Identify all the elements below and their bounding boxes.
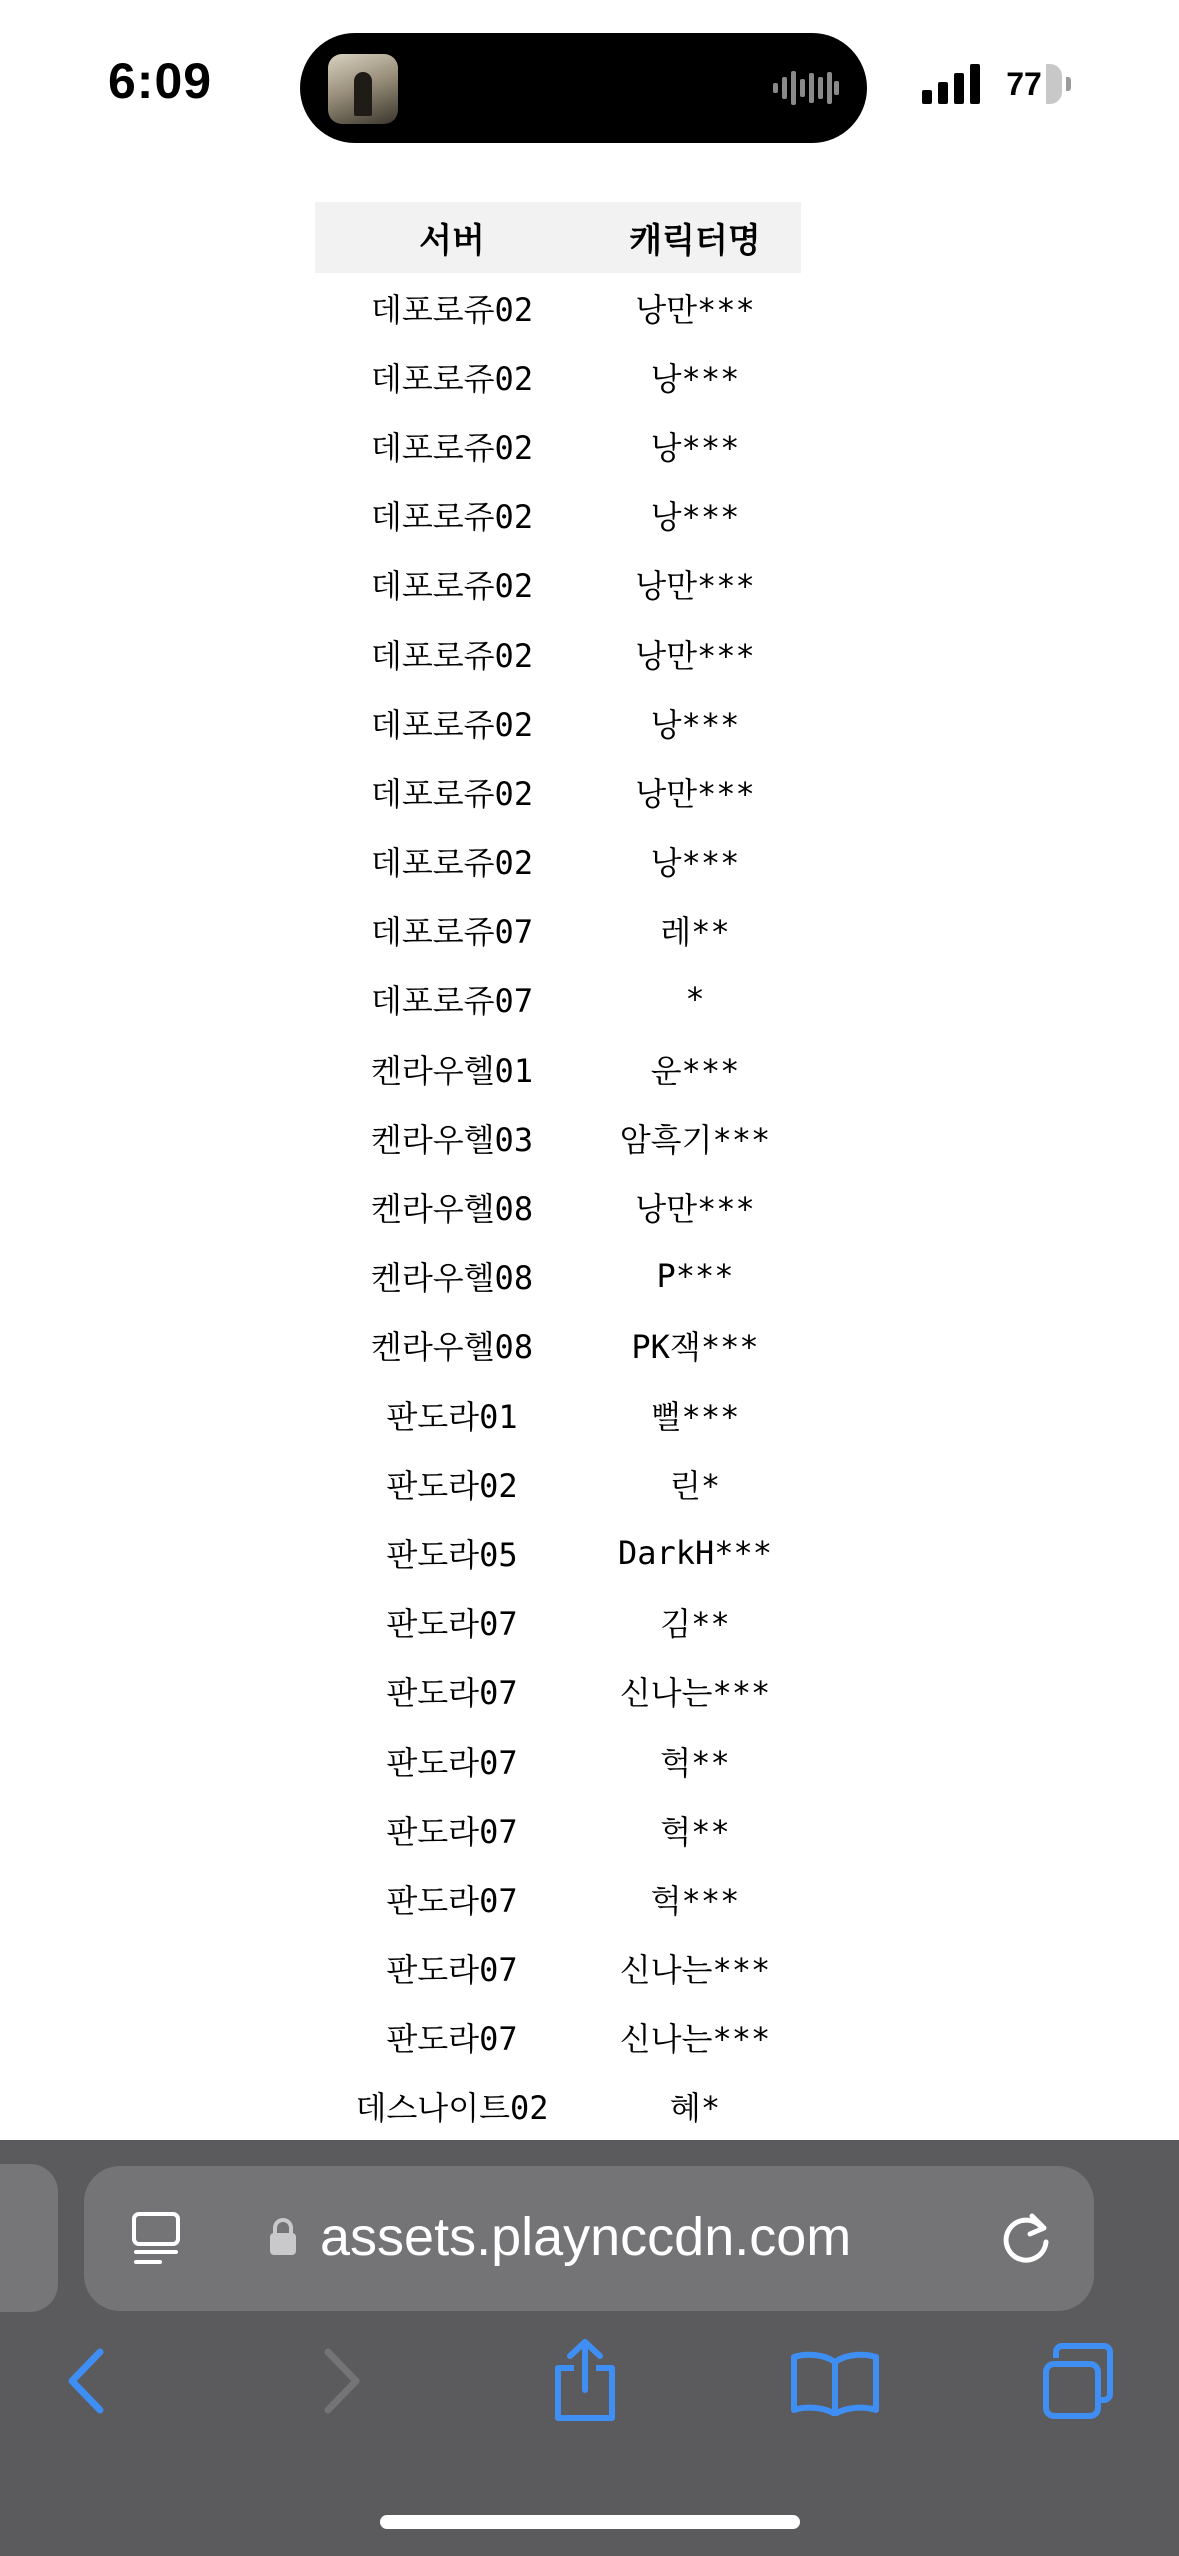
- table-row: [315, 550, 801, 619]
- share-icon[interactable]: [550, 2338, 620, 2422]
- character-name-cell: 낭***: [650, 428, 740, 467]
- reader-mode-icon[interactable]: [128, 2210, 184, 2266]
- server-cell: 켄라우헬08: [370, 1190, 534, 1229]
- server-cell: 판도라02: [386, 1466, 518, 1505]
- table-row: [315, 965, 801, 1034]
- character-name-cell: P***: [656, 1257, 734, 1296]
- server-cell: 판도라01: [386, 1397, 518, 1436]
- table-row: [315, 273, 801, 342]
- server-cell: 켄라우헬08: [370, 1259, 534, 1298]
- table-row: [315, 411, 801, 480]
- table-row: [315, 1795, 801, 1864]
- character-name-cell: 레**: [660, 913, 730, 952]
- server-cell: 데포로쥬02: [370, 359, 534, 398]
- server-cell: 데포로쥬02: [370, 428, 534, 467]
- character-name-cell: 헉**: [660, 1743, 730, 1782]
- address-bar[interactable]: [84, 2166, 1094, 2311]
- server-cell: 켄라우헬01: [370, 1051, 534, 1090]
- header-server: 서버: [315, 202, 589, 273]
- character-name-cell: 혜*: [669, 2089, 721, 2128]
- server-cell: 데포로쥬02: [370, 290, 534, 329]
- battery-cap: [1066, 77, 1071, 91]
- server-cell: 판도라07: [386, 1951, 518, 1990]
- table-row: [315, 2003, 801, 2072]
- server-cell: 판도라07: [386, 2020, 518, 2059]
- character-name-cell: 낭***: [650, 359, 740, 398]
- table-row: [315, 1518, 801, 1587]
- table-row: [315, 1588, 801, 1657]
- header-character-name: 캐릭터명: [589, 202, 801, 273]
- server-cell: 데포로쥬02: [370, 774, 534, 813]
- server-cell: 판도라05: [386, 1535, 518, 1574]
- reload-icon[interactable]: [996, 2208, 1056, 2268]
- table-row: [315, 1380, 801, 1449]
- server-cell: 데포로쥬07: [370, 982, 534, 1021]
- character-name-cell: *: [685, 980, 705, 1019]
- server-cell: 데스나이트02: [355, 2089, 549, 2128]
- forward-icon[interactable]: [318, 2346, 366, 2416]
- tabs-icon[interactable]: [1040, 2342, 1124, 2422]
- character-name-cell: 낭***: [650, 705, 740, 744]
- table-row: [315, 342, 801, 411]
- table-row: [315, 1657, 801, 1726]
- character-name-cell: 낭***: [650, 498, 740, 537]
- character-name-cell: 운***: [650, 1051, 740, 1090]
- table-row: [315, 1172, 801, 1241]
- character-name-cell: 낭만***: [635, 290, 755, 329]
- table-row: [315, 1864, 801, 1933]
- table-row: [315, 1449, 801, 1518]
- character-name-cell: 낭만***: [635, 1190, 755, 1229]
- character-name-cell: 뻘***: [650, 1397, 740, 1436]
- now-playing-artwork: [328, 54, 398, 124]
- server-cell: 데포로쥬07: [370, 913, 534, 952]
- status-time: 6:09: [108, 53, 213, 109]
- table-row: [315, 896, 801, 965]
- character-name-cell: 헉***: [650, 1881, 740, 1920]
- character-name-cell: 신나는***: [619, 2020, 771, 2059]
- character-name-cell: 신나는***: [619, 1674, 771, 1713]
- table-row: [315, 1242, 801, 1311]
- server-cell: 판도라07: [386, 1743, 518, 1782]
- server-cell: 판도라07: [386, 1881, 518, 1920]
- table-row: [315, 481, 801, 550]
- table-header-row: [315, 202, 801, 273]
- character-name-cell: DarkH***: [617, 1533, 773, 1572]
- character-name-cell: 김**: [660, 1605, 730, 1644]
- character-name-cell: 헉**: [660, 1812, 730, 1851]
- ranking-table: [315, 202, 801, 2141]
- battery-icon: [996, 64, 1062, 104]
- table-row: [315, 619, 801, 688]
- table-row: [315, 1934, 801, 2003]
- server-cell: 판도라07: [386, 1812, 518, 1851]
- ranking-table-container: [315, 202, 801, 2141]
- home-indicator[interactable]: [380, 2515, 800, 2529]
- table-row: [315, 1726, 801, 1795]
- table-body: [315, 273, 801, 2141]
- back-icon[interactable]: [62, 2346, 110, 2416]
- server-cell: 데포로쥬02: [370, 636, 534, 675]
- server-cell: 데포로쥬02: [370, 705, 534, 744]
- character-name-cell: 암흑기***: [619, 1120, 771, 1159]
- lock-icon: [268, 2217, 298, 2257]
- server-cell: 데포로쥬02: [370, 498, 534, 537]
- table-row: [315, 827, 801, 896]
- table-row: [315, 757, 801, 826]
- server-cell: 데포로쥬02: [370, 567, 534, 606]
- battery-level: 77: [1006, 66, 1042, 102]
- status-bar: [0, 0, 1179, 160]
- url-text[interactable]: assets.playnccdn.com: [320, 2207, 852, 2267]
- audio-waveform-icon: [773, 69, 839, 107]
- table-row: [315, 688, 801, 757]
- character-name-cell: 린*: [669, 1466, 721, 1505]
- previous-tab-preview[interactable]: [0, 2164, 58, 2312]
- character-name-cell: 낭만***: [635, 567, 755, 606]
- character-name-cell: 신나는***: [619, 1951, 771, 1990]
- dynamic-island[interactable]: [300, 33, 867, 143]
- table-row: [315, 1311, 801, 1380]
- server-cell: 판도라07: [386, 1674, 518, 1713]
- cellular-signal-icon: [922, 64, 980, 104]
- server-cell: 켄라우헬03: [370, 1120, 534, 1159]
- server-cell: 데포로쥬02: [370, 844, 534, 883]
- table-row: [315, 2072, 801, 2141]
- character-name-cell: 낭***: [650, 844, 740, 883]
- character-name-cell: 낭만***: [635, 636, 755, 675]
- bookmarks-icon[interactable]: [790, 2350, 880, 2416]
- character-name-cell: 낭만***: [635, 774, 755, 813]
- table-row: [315, 1103, 801, 1172]
- server-cell: 판도라07: [386, 1605, 518, 1644]
- table-row: [315, 1034, 801, 1103]
- character-name-cell: PK잭***: [631, 1328, 759, 1367]
- server-cell: 켄라우헬08: [370, 1328, 534, 1367]
